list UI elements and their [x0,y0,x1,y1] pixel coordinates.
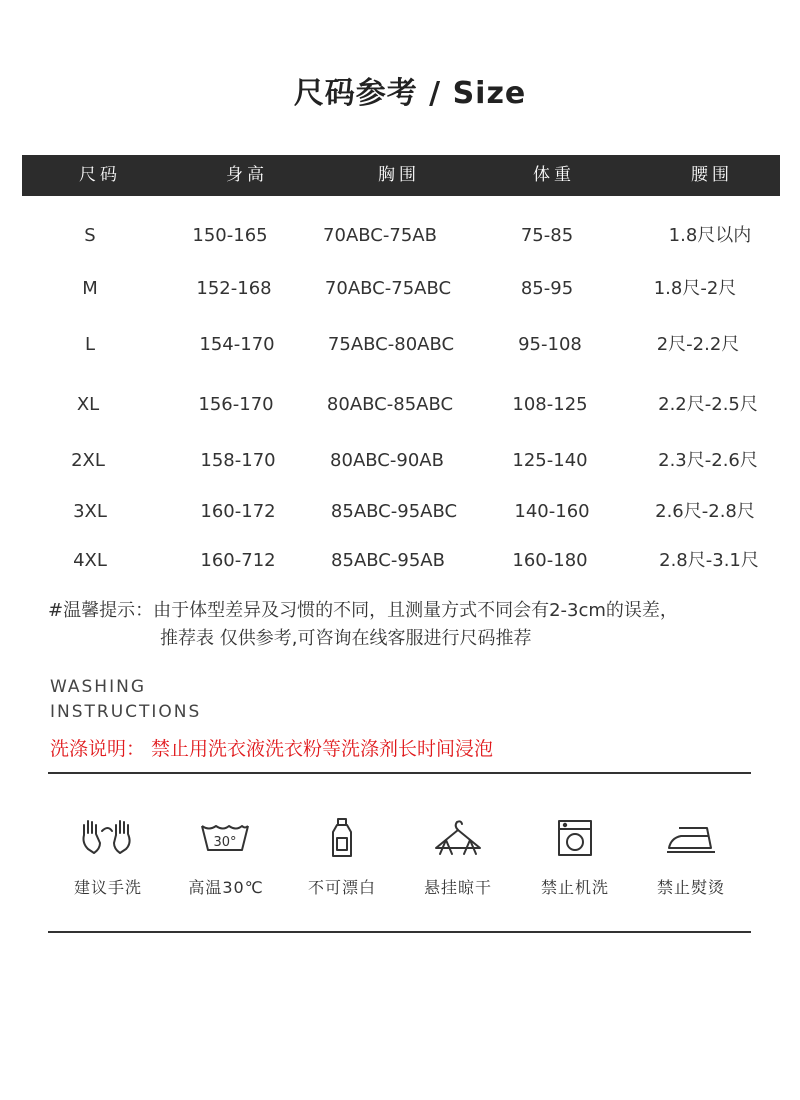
cell-size: S [84,225,96,246]
divider-bottom [48,931,751,933]
no-bleach-label: 不可漂白 [307,878,376,897]
table-row [0,497,800,527]
header-height: 身高 [226,165,268,185]
cell-size: 2XL [71,450,105,471]
no-iron-label: 禁止熨烫 [656,878,725,897]
cell-size: 4XL [73,550,107,571]
no-iron-icon [651,810,731,866]
washing-title [50,675,310,725]
cell-height: 156-170 [198,394,274,415]
cell-height: 152-168 [196,278,272,299]
table-row [0,221,800,251]
cell-height: 158-170 [200,450,276,471]
wash-30-label: 高温30℃ [188,878,264,897]
washing-note: 洗涤说明： 禁止用洗衣液洗衣粉等洗涤剂长时间浸泡 [50,738,494,760]
cell-bust: 75ABC-80ABC [327,334,455,355]
hang-dry-label: 悬挂晾干 [423,878,492,897]
cell-height: 160-172 [200,501,276,522]
cell-bust: 80ABC-90AB [330,450,444,471]
cell-waist: 2.2尺-2.5尺 [658,394,758,415]
cell-size: L [84,334,96,355]
cell-size: 3XL [73,501,107,522]
washing-title-line1: WASHING [50,677,146,697]
hand-wash-icon [68,810,148,866]
divider-top [48,772,751,774]
cell-height: 150-165 [192,225,268,246]
header-waist: 腰围 [691,165,733,185]
cell-height: 154-170 [199,334,275,355]
hang-dry-icon [418,810,498,866]
table-row [0,446,800,476]
size-table-header [22,155,780,196]
cell-waist: 2.3尺-2.6尺 [658,450,758,471]
cell-waist: 1.8尺以内 [668,225,752,246]
cell-waist: 1.8尺-2尺 [653,278,737,299]
no-bleach-icon [302,810,382,866]
page-title: 尺码参考 / Size [293,76,527,111]
hand-wash-label: 建议手洗 [73,878,142,897]
cell-bust: 80ABC-85ABC [326,394,454,415]
cell-weight: 75-85 [520,225,574,246]
size-tip-line2: 推荐表 仅供参考,可咨询在线客服进行尺码推荐 [160,628,532,649]
cell-weight: 140-160 [514,501,590,522]
no-machine-wash-icon [535,810,615,866]
cell-bust: 70ABC-75ABC [324,278,452,299]
cell-weight: 125-140 [512,450,588,471]
table-row [0,390,800,420]
header-weight: 体重 [533,165,575,185]
table-row [0,274,800,304]
cell-weight: 108-125 [512,394,588,415]
cell-weight: 85-95 [520,278,574,299]
table-row [0,546,800,576]
cell-weight: 160-180 [512,550,588,571]
cell-size: M [82,278,98,299]
header-size: 尺码 [79,165,121,185]
cell-bust: 85ABC-95AB [331,550,445,571]
cell-bust: 70ABC-75AB [323,225,437,246]
table-row [0,330,800,360]
header-bust: 胸围 [378,165,420,185]
washing-title-line2: INSTRUCTIONS [50,702,202,722]
wash-30-icon [185,810,265,866]
no-machine-wash-label: 禁止机洗 [540,878,609,897]
wash-30-badge: 30° [213,835,237,850]
cell-waist: 2.8尺-3.1尺 [659,550,759,571]
cell-waist: 2.6尺-2.8尺 [655,501,755,522]
cell-waist: 2尺-2.2尺 [656,334,740,355]
cell-size: XL [76,394,100,415]
cell-bust: 85ABC-95ABC [330,501,458,522]
cell-weight: 95-108 [518,334,582,355]
size-tip-line1: #温馨提示：由于体型差异及习惯的不同，且测量方式不同会有2-3cm的误差， [48,600,678,621]
cell-height: 160-712 [200,550,276,571]
